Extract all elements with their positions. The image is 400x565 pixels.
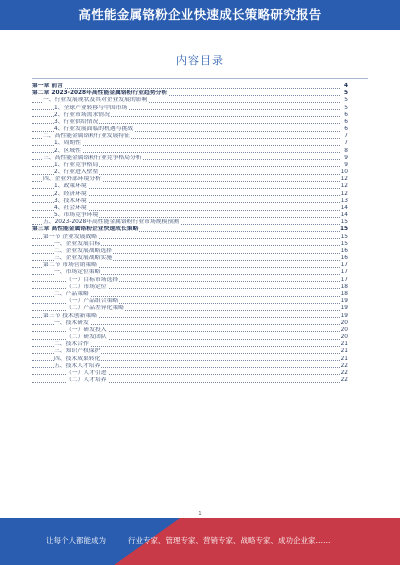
toc-entry-page: 5 bbox=[340, 90, 348, 97]
toc-entry-page: 6 bbox=[340, 112, 348, 119]
toc-entry-label: 三、知识产权保护 bbox=[54, 348, 101, 355]
toc-entry-label: 五、2023-2028年高性能金属铬粉行业市场规模预测 bbox=[43, 219, 179, 226]
toc-entry[interactable] bbox=[32, 198, 348, 205]
toc-entry[interactable] bbox=[32, 348, 348, 355]
toc-entry-page: 6 bbox=[340, 126, 348, 133]
toc-entry-page: 18 bbox=[340, 283, 348, 290]
toc-entry[interactable] bbox=[32, 226, 348, 233]
toc-entry-label: 1、政策环境 bbox=[54, 183, 87, 190]
toc-entry-page: 20 bbox=[340, 334, 348, 341]
toc-entry[interactable] bbox=[32, 248, 348, 255]
toc-entry[interactable] bbox=[32, 183, 348, 190]
toc-entry[interactable] bbox=[32, 320, 348, 327]
toc-entry-page: 21 bbox=[340, 348, 348, 355]
toc-entry-label: 二、产品策略 bbox=[54, 290, 89, 297]
footer-banner bbox=[0, 518, 400, 565]
toc-entry-label: 2、行业市场需求情况 bbox=[54, 111, 110, 118]
toc-entry-label: （二）人才培养 bbox=[66, 377, 107, 384]
toc-entry[interactable] bbox=[32, 191, 348, 198]
toc-entry-label: （一）目标市场选择 bbox=[66, 276, 119, 283]
toc-entry[interactable] bbox=[32, 176, 348, 183]
toc-entry[interactable] bbox=[32, 291, 348, 298]
toc-entry[interactable] bbox=[32, 119, 348, 126]
toc-entry-page: 16 bbox=[340, 255, 348, 262]
toc-entry[interactable] bbox=[32, 90, 348, 97]
toc-entry-label: 3、行业供给情况 bbox=[54, 118, 99, 125]
toc-entry[interactable] bbox=[32, 234, 348, 241]
toc-entry-label: （一）研发投入 bbox=[66, 326, 107, 333]
toc-entry-label: 第三节 技术创新策略 bbox=[43, 312, 98, 319]
toc-dot-leader bbox=[32, 88, 340, 89]
toc-entry[interactable] bbox=[32, 255, 348, 262]
toc-heading: 内容目录 bbox=[176, 54, 224, 67]
toc-entry[interactable] bbox=[32, 155, 348, 162]
toc-entry[interactable] bbox=[32, 298, 348, 305]
toc-entry[interactable] bbox=[32, 133, 348, 140]
toc-entry-page: 9 bbox=[340, 155, 348, 162]
toc-entry-page: 13 bbox=[340, 197, 348, 204]
toc-entry-page: 19 bbox=[340, 312, 348, 319]
toc-entry[interactable] bbox=[32, 169, 348, 176]
toc-entry-label: 2、经济环境 bbox=[54, 190, 87, 197]
toc-entry[interactable] bbox=[32, 83, 348, 90]
toc-entry-page: 7 bbox=[340, 140, 348, 147]
toc-entry-page: 22 bbox=[340, 377, 348, 384]
report-title: 高性能金属铬粉企业快速成长策略研究报告 bbox=[78, 7, 322, 22]
toc-entry[interactable] bbox=[32, 327, 348, 334]
toc-entry-page: 5 bbox=[340, 105, 348, 112]
toc-entry-page: 4 bbox=[340, 83, 348, 90]
page-number: 1 bbox=[198, 511, 202, 517]
toc-entry-label: 2、区域性 bbox=[54, 147, 81, 154]
toc-entry[interactable] bbox=[32, 305, 348, 312]
toc-entry-label: 一、市场定位策略 bbox=[54, 269, 101, 276]
toc-entry[interactable] bbox=[32, 241, 348, 248]
toc-entry-page: 17 bbox=[340, 276, 348, 283]
toc-entry-page: 6 bbox=[340, 119, 348, 126]
toc-entry[interactable] bbox=[32, 140, 348, 147]
toc-entry-label: 第一节 企业发展战略 bbox=[43, 233, 98, 240]
toc-entry-label: 第三章 高性能金属铬粉企业快速成长策略 bbox=[32, 226, 139, 233]
footer-slogan-right: 行业专家、管理专家、营销专家、战略专家、成功企业家…… bbox=[128, 536, 331, 545]
toc-entry-label: 第二章 2023-2028年高性能金属铬粉行业趋势分析 bbox=[32, 90, 168, 97]
toc-entry[interactable] bbox=[32, 97, 348, 104]
toc-entry-label: 3、技术环境 bbox=[54, 197, 87, 204]
toc-entry-page: 22 bbox=[340, 369, 348, 376]
toc-entry[interactable] bbox=[32, 269, 348, 276]
toc-entry[interactable] bbox=[32, 219, 348, 226]
toc-entry-page: 7 bbox=[340, 133, 348, 140]
toc-entry-label: 四、企业外部环境分析 bbox=[43, 176, 101, 183]
toc-entry-label: 1、全球产业转移与中国市场 bbox=[54, 104, 128, 111]
toc-entry-page: 15 bbox=[340, 240, 348, 247]
toc-entry[interactable] bbox=[32, 162, 348, 169]
toc-entry-page: 19 bbox=[340, 305, 348, 312]
toc-entry-label: 二、企业发展战略选择 bbox=[54, 247, 112, 254]
toc-entry-label: 4、社会环境 bbox=[54, 204, 87, 211]
toc-entry-page: 12 bbox=[340, 176, 348, 183]
toc-entry-page: 9 bbox=[340, 162, 348, 169]
toc-entry[interactable] bbox=[32, 277, 348, 284]
toc-entry-page: 14 bbox=[340, 212, 348, 219]
toc-entry[interactable] bbox=[32, 112, 348, 119]
toc-entry[interactable] bbox=[32, 356, 348, 363]
toc-entry-label: （一）人才引进 bbox=[66, 369, 107, 376]
toc-entry[interactable] bbox=[32, 363, 348, 370]
footer-slogan-left: 让每个人都能成为 bbox=[46, 536, 106, 545]
heading-divider bbox=[32, 78, 368, 79]
toc-entry[interactable] bbox=[32, 262, 348, 269]
toc-entry-label: 五、技术人才培养 bbox=[54, 362, 101, 369]
toc-entry-page: 17 bbox=[340, 269, 348, 276]
table-of-contents bbox=[32, 83, 348, 384]
toc-entry-label: 一、技术研发 bbox=[54, 319, 89, 326]
toc-entry-label: （一）产品组合策略 bbox=[66, 298, 119, 305]
toc-entry-label: 2、行业进入壁垒 bbox=[54, 169, 99, 176]
toc-entry-page: 15 bbox=[340, 233, 348, 240]
header-bar bbox=[0, 0, 400, 30]
toc-entry-label: 四、技术成果转化 bbox=[54, 355, 101, 362]
toc-entry-page: 5 bbox=[340, 97, 348, 104]
toc-entry-label: 5、市场竞争环境 bbox=[54, 212, 99, 219]
toc-entry-page: 12 bbox=[340, 190, 348, 197]
toc-entry-label: （二）产品差异化策略 bbox=[66, 305, 124, 312]
toc-entry-page: 15 bbox=[340, 226, 348, 233]
toc-entry-label: 第一章 前言 bbox=[32, 83, 64, 89]
toc-entry-page: 10 bbox=[340, 169, 348, 176]
toc-entry-page: 17 bbox=[340, 262, 348, 269]
toc-entry[interactable] bbox=[32, 105, 348, 112]
toc-entry-page: 22 bbox=[340, 362, 348, 369]
toc-entry[interactable] bbox=[32, 126, 348, 133]
toc-entry[interactable] bbox=[32, 377, 348, 384]
toc-entry[interactable] bbox=[32, 370, 348, 377]
toc-entry[interactable] bbox=[32, 205, 348, 212]
toc-entry[interactable] bbox=[32, 341, 348, 348]
toc-entry-page: 20 bbox=[340, 326, 348, 333]
toc-entry-label: 第二节 市场营销策略 bbox=[43, 262, 98, 269]
toc-entry-label: 三、企业发展战略实施 bbox=[54, 255, 112, 262]
toc-entry[interactable] bbox=[32, 212, 348, 219]
toc-entry-label: 二、技术合作 bbox=[54, 341, 89, 348]
toc-entry-label: 一、企业发展目标 bbox=[54, 240, 101, 247]
toc-entry[interactable] bbox=[32, 284, 348, 291]
toc-entry-label: 一、行业发展现状及其对企业发展的影响 bbox=[43, 97, 148, 104]
toc-entry-label: 4、行业发展面临的机遇与挑战 bbox=[54, 126, 134, 133]
toc-entry-label: 二、高性能金属铬粉行业发展特征 bbox=[43, 133, 130, 140]
toc-entry-label: 三、高性能金属铬粉行业竞争格局分析 bbox=[43, 154, 142, 161]
toc-entry-label: （二）研发团队 bbox=[66, 334, 107, 341]
toc-entry-label: 1、周期性 bbox=[54, 140, 81, 147]
toc-entry[interactable] bbox=[32, 148, 348, 155]
toc-entry-page: 14 bbox=[340, 204, 348, 211]
toc-entry[interactable] bbox=[32, 313, 348, 320]
toc-entry-page: 8 bbox=[340, 148, 348, 155]
toc-entry-page: 21 bbox=[340, 355, 348, 362]
toc-entry-page: 19 bbox=[340, 298, 348, 305]
toc-entry-page: 15 bbox=[340, 219, 348, 226]
toc-entry-page: 21 bbox=[340, 341, 348, 348]
toc-entry-label: 1、行业竞争格局 bbox=[54, 161, 99, 168]
toc-entry-page: 20 bbox=[340, 319, 348, 326]
toc-entry-label: （二）市场定位 bbox=[66, 283, 107, 290]
toc-entry[interactable] bbox=[32, 334, 348, 341]
toc-entry-page: 16 bbox=[340, 247, 348, 254]
toc-entry-page: 12 bbox=[340, 183, 348, 190]
toc-entry-page: 18 bbox=[340, 290, 348, 297]
